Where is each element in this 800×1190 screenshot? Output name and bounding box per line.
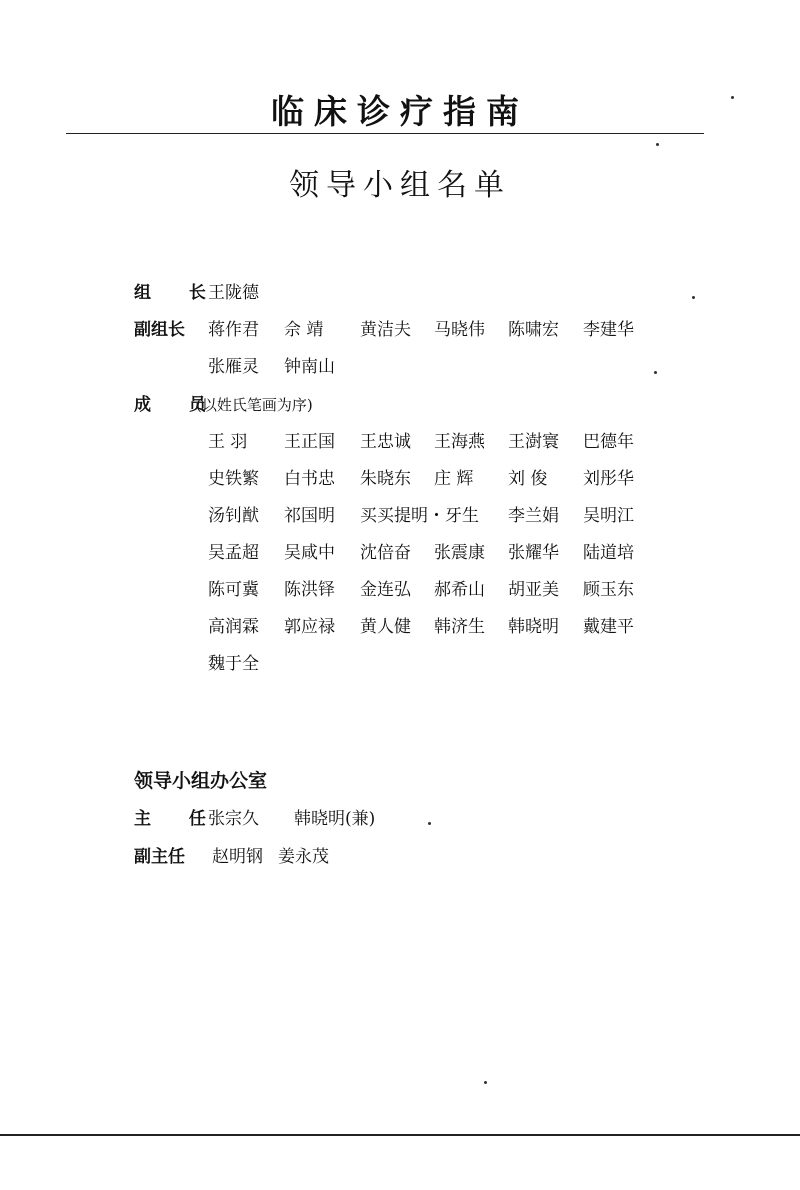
member-name: 刘 俊 [508, 469, 548, 489]
office-heading: 领导小组办公室 [134, 770, 268, 792]
member-name: 白书忠 [284, 469, 335, 489]
member-name: 张耀华 [508, 543, 559, 563]
deputy-name: 张雁灵 [208, 357, 259, 377]
member-name: 魏于全 [208, 654, 259, 674]
deputy-label: 副组长 [134, 320, 185, 340]
member-name: 王海燕 [434, 432, 485, 452]
member-name: 吴咸中 [284, 543, 335, 563]
member-name: 庄 辉 [434, 469, 474, 489]
member-name: 郝希山 [434, 580, 485, 600]
member-name: 王澍寰 [508, 432, 559, 452]
member-name: 李兰娟 [508, 506, 559, 526]
deputy-name: 佘 靖 [284, 320, 324, 340]
deputy-name: 李建华 [583, 320, 634, 340]
deputy-name: 黄洁夫 [360, 320, 411, 340]
member-name: 买买提明・牙生 [360, 506, 479, 526]
scan-speck [654, 371, 657, 374]
member-name: 陈可冀 [208, 580, 259, 600]
member-name: 金连弘 [360, 580, 411, 600]
leader-name: 王陇德 [208, 283, 259, 303]
member-name: 吴明江 [583, 506, 634, 526]
leader-label: 组 长 [134, 283, 222, 303]
footer-rule [0, 1134, 800, 1136]
member-name: 刘彤华 [583, 469, 634, 489]
deputy-name: 陈啸宏 [508, 320, 559, 340]
header-title: 临床诊疗指南 [271, 92, 529, 131]
member-name: 陆道培 [583, 543, 634, 563]
deputy-name: 钟南山 [284, 357, 335, 377]
member-name: 黄人健 [360, 617, 411, 637]
members-label: 成 员 [134, 395, 222, 415]
member-name: 汤钊猷 [208, 506, 259, 526]
member-name: 王正国 [284, 432, 335, 452]
director-name: 韩晓明(兼) [294, 809, 376, 829]
member-name: 郭应禄 [284, 617, 335, 637]
member-name: 胡亚美 [508, 580, 559, 600]
member-name: 史铁繁 [208, 469, 259, 489]
members-order-note: (以姓氏笔画为序) [196, 396, 313, 414]
member-name: 王 羽 [208, 432, 248, 452]
director-name: 张宗久 [208, 809, 259, 829]
deputy-name: 马晓伟 [434, 320, 485, 340]
deputy-director-name: 姜永茂 [278, 847, 329, 867]
member-name: 吴孟超 [208, 543, 259, 563]
member-name: 朱晓东 [360, 469, 411, 489]
member-name: 陈洪铎 [284, 580, 335, 600]
member-name: 沈倍奋 [360, 543, 411, 563]
member-name: 高润霖 [208, 617, 259, 637]
member-name: 巴德年 [583, 432, 634, 452]
scan-speck [692, 296, 695, 299]
member-name: 顾玉东 [583, 580, 634, 600]
scan-speck [656, 143, 659, 146]
member-name: 戴建平 [583, 617, 634, 637]
member-name: 韩济生 [434, 617, 485, 637]
deputy-director-name: 赵明钢 [212, 847, 263, 867]
scan-speck [484, 1081, 487, 1084]
member-name: 张震康 [434, 543, 485, 563]
director-label: 主 任 [134, 809, 222, 829]
deputy-name: 蒋作君 [208, 320, 259, 340]
header-rule [66, 133, 704, 134]
member-name: 韩晓明 [508, 617, 559, 637]
page-heading: 领导小组名单 [289, 168, 511, 203]
deputy-director-label: 副主任 [134, 847, 185, 867]
member-name: 祁国明 [284, 506, 335, 526]
scan-speck [428, 822, 431, 825]
member-name: 王忠诚 [360, 432, 411, 452]
scan-speck [731, 96, 734, 99]
